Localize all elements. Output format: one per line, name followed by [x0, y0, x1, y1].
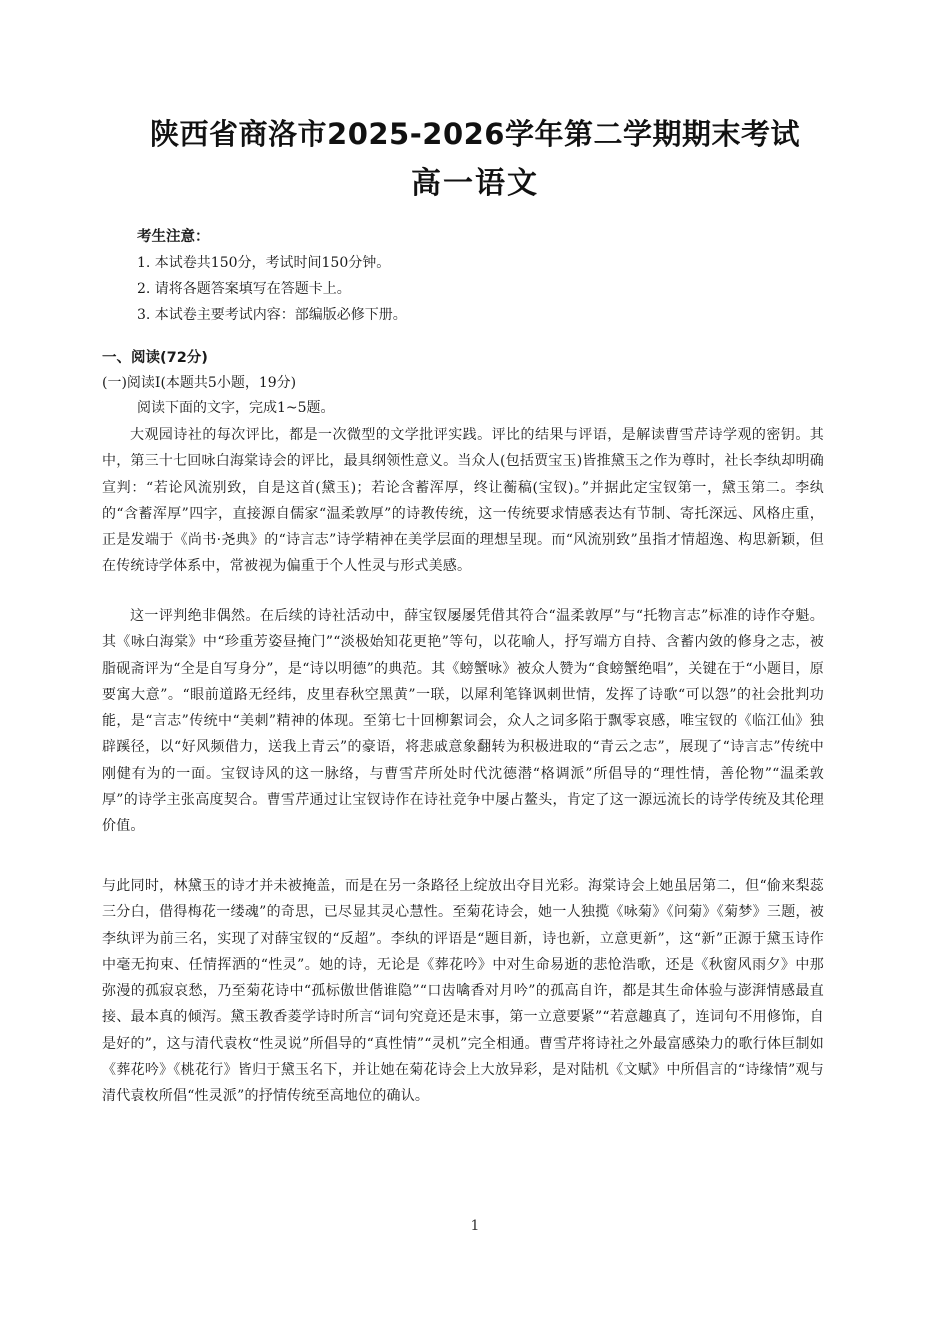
section-heading: 一、阅读(72分) [102, 350, 208, 366]
subsection-heading: (一)阅读Ⅰ(本题共5小题，19分) [102, 375, 297, 391]
page-number: 1 [470, 1218, 480, 1234]
notice-item: 3. 本试卷主要考试内容：部编版必修下册。 [137, 307, 407, 323]
passage-paragraph: 与此同时，林黛玉的诗才并未被掩盖，而是在另一条路径上绽放出夺目光彩。海棠诗会上她虽居第二，但“偷来梨蕊三分白，借得梅花一缕魂”的奇思，已尽显其灵心慧性。至菊花诗会，她一人独揽《咏菊》《问菊》《菊梦》三题，被李纨评为前三名，实现了对薛宝钗的“反超”。李纨的评语是“题目新，诗也新，立意更新”，这“新”正源于黛玉诗作中毫无拘束、任情挥洒的“性灵”。她的诗，无论是《葬花吟》中对生命易逝的悲怆浩歌，还是《秋窗风雨夕》中那弥漫的孤寂哀愁，乃至菊花诗中“孤标傲世偕谁隐”“口齿噙香对月吟”的孤高自许，都是其生命体验与澎湃情感最直接、最本真的倾泻。黛玉教香菱学诗时所言“词句究竟还是末事，第一立意要紧”“若意趣真了，连词句不用修饰，自是好的”，这与清代袁枚“性灵说”所倡导的“真性情”“灵机”完全相通。曹雪芹将诗社之外最富感染力的歌行体巨制如《葬花吟》《桃花行》皆归于黛玉名下，并让她在菊花诗会上大放异彩，是对陆机《文赋》中所倡言的“诗缘情”观与清代袁枚所倡“性灵派”的抒情传统至高地位的确认。 [102, 878, 824, 1105]
notice-item: 2. 请将各题答案填写在答题卡上。 [137, 281, 351, 297]
reading-instruction: 阅读下面的文字，完成1~5题。 [137, 400, 335, 416]
notice-heading: 考生注意： [137, 229, 210, 245]
passage-paragraph: 大观园诗社的每次评比，都是一次微型的文学批评实践。评比的结果与评语，是解读曹雪芹诗学观的密钥。其中，第三十七回咏白海棠诗会的评比，最具纲领性意义。当众人(包括贾宝玉)皆推黛玉之作为尊时，社长李纨却明确宣判：“若论风流别致，自是这首(黛玉)；若论含蓄浑厚，终让蘅稿(宝钗)。”并据此定宝钗第一，黛玉第二。李纨的“含蓄浑厚”四字，直接源自儒家“温柔敦厚”的诗教传统，这一传统要求情感表达有节制、寄托深远、风格庄重，正是发端于《尚书·尧典》的“诗言志”诗学精神在美学层面的理想呈现。而“风流别致”虽指才情超逸、构思新颖，但在传统诗学体系中，常被视为偏重于个人性灵与形式美感。 [102, 427, 824, 575]
exam-subject: 高一语文 [411, 166, 539, 201]
exam-title: 陕西省商洛市2025-2026学年第二学期期末考试 [150, 117, 800, 151]
notice-item: 1. 本试卷共150分，考试时间150分钟。 [137, 255, 391, 271]
candidate-notice [137, 224, 407, 328]
passage-paragraph: 这一评判绝非偶然。在后续的诗社活动中，薛宝钗屡屡凭借其符合“温柔敦厚”与“托物言志”标准的诗作夺魁。其《咏白海棠》中“珍重芳姿昼掩门”“淡极始知花更艳”等句，以花喻人，抒写端方自持、含蓄内敛的修身之志，被脂砚斋评为“全是自写身分”，是“诗以明德”的典范。其《螃蟹咏》被众人赞为“食螃蟹绝唱”，关键在于“小题目，原要寓大意”。“眼前道路无经纬，皮里春秋空黑黄”一联，以犀利笔锋讽刺世情，发挥了诗歌“可以怨”的社会批判功能，是“言志”传统中“美刺”精神的体现。至第七十回柳絮词会，众人之词多陷于飘零哀感，唯宝钗的《临江仙》独辟蹊径，以“好风频借力，送我上青云”的豪语，将悲戚意象翻转为积极进取的“青云之志”，展现了“诗言志”传统中刚健有为的一面。宝钗诗风的这一脉络，与曹雪芹所处时代沈德潜“格调派”所倡导的“理性情，善伦物”“温柔敦厚”的诗学主张高度契合。曹雪芹通过让宝钗诗作在诗社竞争中屡占鳌头，肯定了这一源远流长的诗学传统及其伦理价值。 [102, 608, 824, 835]
